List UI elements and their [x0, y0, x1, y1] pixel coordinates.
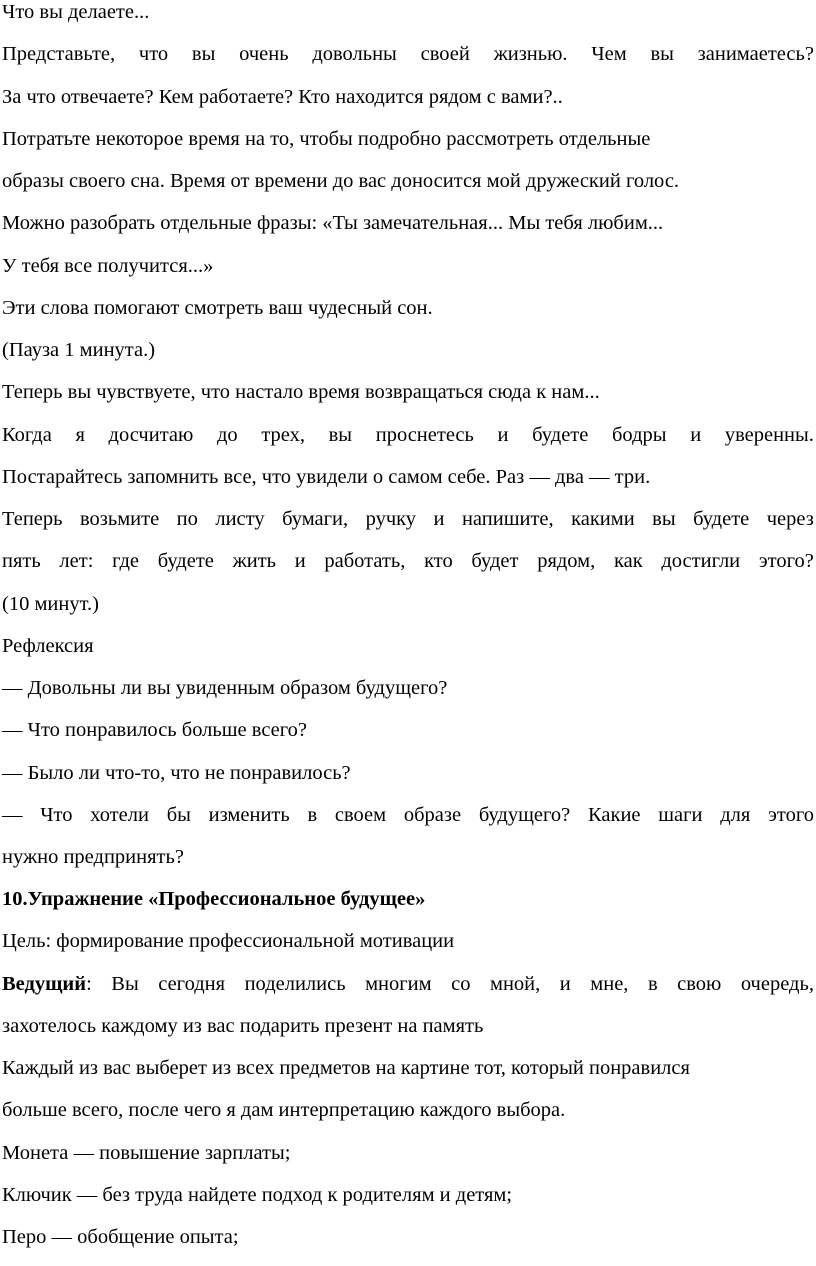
- word: достигли: [661, 550, 741, 572]
- word: шаги: [658, 804, 703, 826]
- text-line: Потратьте некоторое время на то, чтобы подробно рассмотреть отдельные: [2, 128, 651, 150]
- text-line: Что вы делаете...: [2, 1, 150, 23]
- word: будете: [532, 424, 589, 446]
- text-line: Каждый из вас выберет из всех предметов на картине тот, который понравился: [2, 1057, 690, 1079]
- word: уверенны.: [724, 424, 814, 446]
- list-item: Ключик — без труда найдете подход к родителям и детям;: [2, 1184, 513, 1206]
- text-line: Постарайтесь запомнить все, что увидели о самом себе. Раз — два — три.: [2, 466, 651, 488]
- text-line: больше всего, после чего я дам интерпретацию каждого выбора.: [2, 1099, 566, 1121]
- section-label: Рефлексия: [2, 635, 94, 657]
- list-item: Перо — обобщение опыта;: [2, 1226, 239, 1248]
- word: Что: [40, 804, 73, 826]
- word: кто: [424, 550, 453, 572]
- text-line: — Что понравилось больше всего?: [2, 719, 308, 741]
- word: бодры: [612, 424, 667, 446]
- word: лет:: [59, 550, 94, 572]
- word: Вы: [111, 973, 139, 995]
- text-line: Можно разобрать отдельные фразы: «Ты замечательная... Мы тебя любим...: [2, 212, 664, 234]
- text-line-justified: [2, 414, 814, 456]
- word: вы: [650, 43, 674, 65]
- word: своем: [334, 804, 387, 826]
- word: образе: [403, 804, 462, 826]
- word: трех,: [261, 424, 305, 446]
- word: в: [647, 973, 658, 995]
- word: пять: [2, 550, 41, 572]
- word: Теперь: [2, 508, 63, 530]
- word: очередь,: [740, 973, 814, 995]
- word: будет: [471, 550, 519, 572]
- word: свою: [677, 973, 722, 995]
- word: как: [613, 550, 643, 572]
- word: напишите,: [461, 508, 554, 530]
- word: будете: [157, 550, 214, 572]
- word: многим: [365, 973, 432, 995]
- text-line: образы своего сна. Время от времени до вас доносится мой дружеский голос.: [2, 170, 680, 192]
- text-line: За что отвечаете? Кем работаете? Кто находится рядом с вами?..: [2, 86, 563, 108]
- word: работать,: [324, 550, 406, 572]
- text-line: (Пауза 1 минута.): [2, 339, 156, 361]
- word: досчитаю: [108, 424, 194, 446]
- word: через: [766, 508, 814, 530]
- text-line-justified: [2, 794, 814, 836]
- exercise-heading: 10.Упражнение «Профессиональное будущее»: [2, 888, 426, 910]
- word: Чем: [591, 43, 627, 65]
- word: листу: [215, 508, 265, 530]
- speaker-label: [2, 963, 92, 1005]
- word: Какие: [587, 804, 641, 826]
- word: проснетесь: [375, 424, 474, 446]
- word: будущего?: [478, 804, 571, 826]
- word: и: [497, 424, 509, 446]
- list-item: Монета — повышение зарплаты;: [2, 1142, 291, 1164]
- text-line: (10 минут.): [2, 593, 99, 615]
- text-line-justified: [2, 963, 814, 1005]
- word: возьмите: [79, 508, 160, 530]
- word: в: [307, 804, 318, 826]
- word: этого?: [758, 550, 814, 572]
- speaker-colon: :: [86, 973, 92, 995]
- word: по: [176, 508, 198, 530]
- word: где: [112, 550, 139, 572]
- text-line: нужно предпринять?: [2, 846, 184, 868]
- word: до: [216, 424, 238, 446]
- text-line: — Было ли что-то, что не понравилось?: [2, 762, 351, 784]
- word: очень: [239, 43, 289, 65]
- word: вы: [191, 43, 216, 65]
- word: я: [75, 424, 85, 446]
- word: хотели: [90, 804, 149, 826]
- word: рядом,: [537, 550, 596, 572]
- word: вы: [328, 424, 353, 446]
- speaker-name: Ведущий: [2, 973, 87, 995]
- word: со: [451, 973, 471, 995]
- word: вы: [652, 508, 676, 530]
- word: изменить: [208, 804, 290, 826]
- text-line: — Довольны ли вы увиденным образом будущего?: [2, 677, 448, 699]
- word: —: [2, 804, 23, 826]
- text-line: У тебя все получится...»: [2, 255, 214, 277]
- word: поделились: [244, 973, 346, 995]
- word: что: [138, 43, 169, 65]
- word: мне,: [590, 973, 629, 995]
- word: бумаги,: [282, 508, 349, 530]
- text-line-justified: [2, 498, 814, 540]
- word: какими: [571, 508, 635, 530]
- word: довольны: [312, 43, 397, 65]
- word: будете: [693, 508, 750, 530]
- word: жить: [232, 550, 277, 572]
- text-line: Цель: формирование профессиональной мотивации: [2, 930, 455, 952]
- text-line-justified: [2, 540, 814, 582]
- word: сегодня: [158, 973, 226, 995]
- text-line-justified: [2, 33, 814, 75]
- word: Представьте,: [2, 43, 116, 65]
- word: и: [690, 424, 702, 446]
- word: жизнью.: [493, 43, 568, 65]
- word: для: [720, 804, 751, 826]
- word: мной,: [489, 973, 541, 995]
- text-line: Эти слова помогают смотреть ваш чудесный сон.: [2, 297, 433, 319]
- text-line: захотелось каждому из вас подарить презент на память: [2, 1015, 484, 1037]
- word: бы: [166, 804, 191, 826]
- word: этого: [768, 804, 814, 826]
- word: и: [294, 550, 306, 572]
- word: занимаетесь?: [697, 43, 814, 65]
- text-line: Теперь вы чувствуете, что настало время возвращаться сюда к нам...: [2, 381, 600, 403]
- word: и: [433, 508, 445, 530]
- word: Когда: [2, 424, 52, 446]
- word: своей: [420, 43, 470, 65]
- word: ручку: [365, 508, 417, 530]
- word: и: [559, 973, 571, 995]
